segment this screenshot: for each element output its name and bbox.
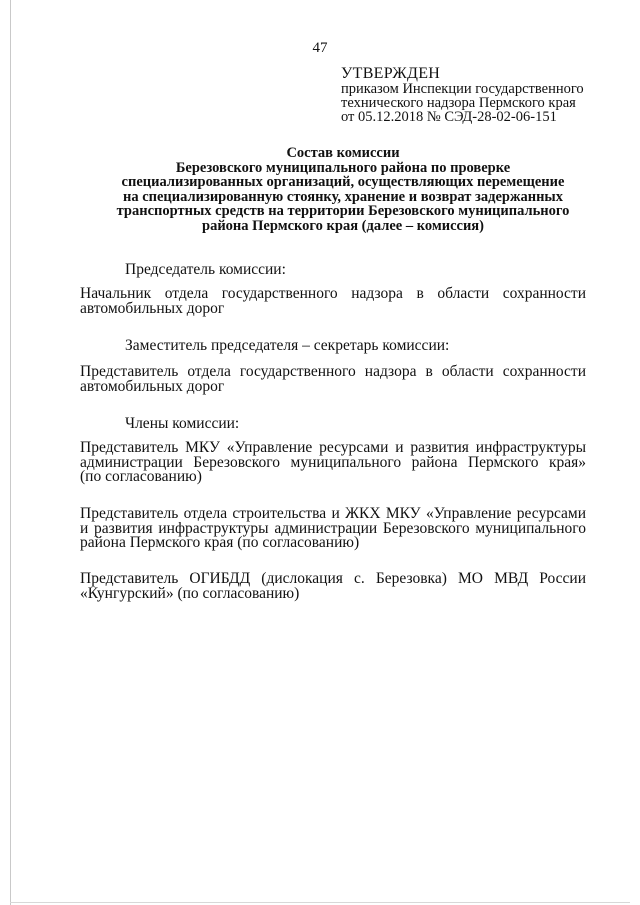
document-title — [78, 146, 608, 233]
members-heading: Члены комиссии: — [125, 415, 240, 432]
chairman-entry — [80, 287, 586, 316]
member-entry — [80, 441, 586, 485]
entry-line: Начальник отдела государственного надзора в области сохранности — [80, 285, 586, 302]
member-entry — [80, 572, 586, 601]
approval-line: от 05.12.2018 № СЭД-28-02-06-151 — [341, 109, 557, 125]
title-line: района Пермского края (далее – комиссия) — [202, 217, 484, 234]
member-entry — [80, 507, 586, 551]
title-line: Состав комиссии — [286, 145, 400, 161]
page-bottom-edge — [10, 902, 630, 903]
deputy-heading: Заместитель председателя – секретарь комиссии: — [125, 337, 450, 354]
title-line: транспортных средств на территории Березовского муниципального — [116, 203, 570, 219]
entry-line: «Кунгурский» (по согласованию) — [80, 584, 300, 602]
entry-line: Представитель ОГИБДД (дислокация с. Березовка) МО МВД России — [80, 570, 586, 587]
entry-line: района Пермского края (по согласованию) — [80, 534, 360, 551]
approval-line: приказом Инспекции государственного — [341, 81, 584, 97]
entry-line: Представитель отдела строительства и ЖКХ МКУ «Управление ресурсами — [80, 505, 586, 522]
entry-line: автомобильных дорог — [80, 299, 225, 317]
page-edge — [10, 0, 11, 905]
entry-line: Представитель отдела государственного надзора в области сохранности — [80, 363, 586, 380]
page-number: 47 — [312, 40, 328, 56]
approval-stamp — [341, 66, 611, 124]
title-line: Березовского муниципального района по проверке — [175, 159, 511, 176]
title-line: специализированных организаций, осуществляющих перемещение — [121, 174, 565, 190]
entry-line: (по согласованию) — [80, 468, 202, 485]
entry-line: и развития инфраструктуры администрации Березовского муниципального — [80, 519, 586, 537]
chairman-heading: Председатель комиссии: — [125, 261, 286, 278]
title-line: на специализированную стоянку, хранение и возврат задержанных — [122, 188, 564, 205]
entry-line: Представитель МКУ «Управление ресурсами и развития инфраструктуры — [80, 439, 586, 456]
entry-line: администрации Березовского муниципального района Пермского края» — [80, 453, 586, 471]
entry-line: автомобильных дорог — [80, 377, 225, 395]
approval-heading: УТВЕРЖДЕН — [341, 65, 441, 82]
deputy-entry — [80, 365, 586, 394]
approval-line: технического надзора Пермского края — [341, 95, 576, 111]
